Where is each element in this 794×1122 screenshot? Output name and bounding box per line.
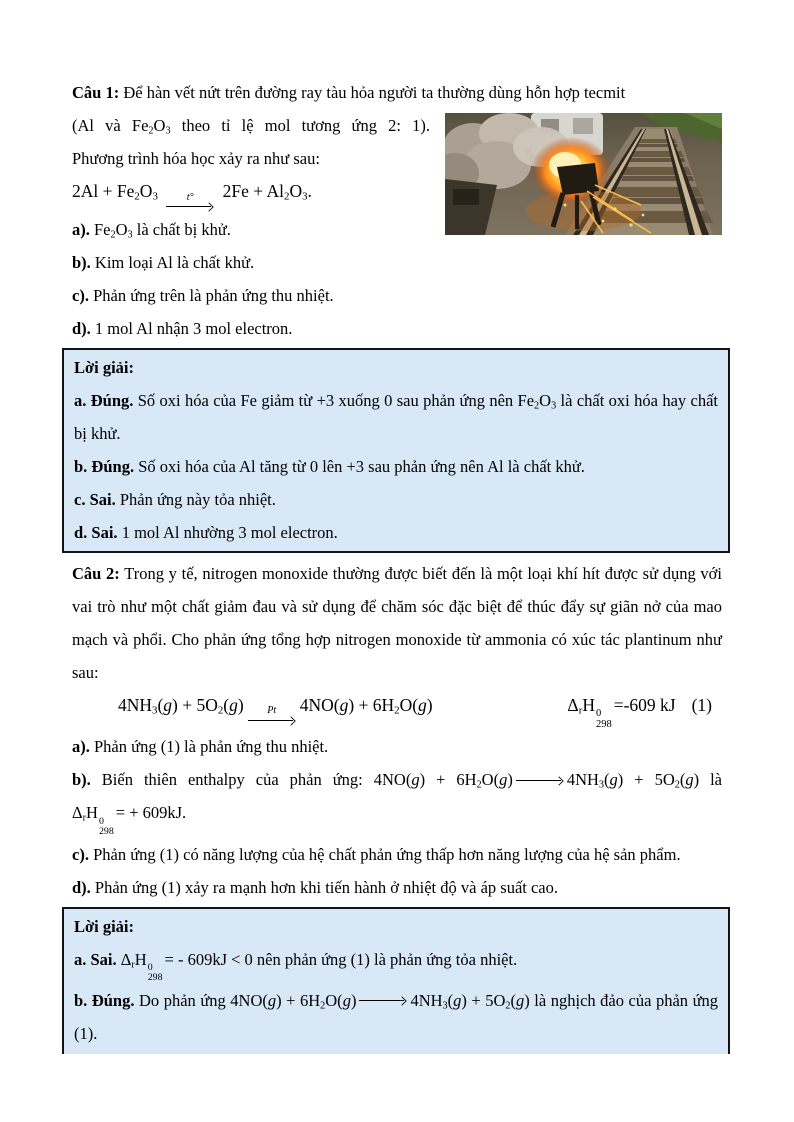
q2-enthalpy-value: $\Delta_rH$ 0 298 =-609 kJ — [567, 694, 676, 731]
q1-solution-box — [62, 348, 730, 553]
rail-welding-illustration — [445, 113, 722, 235]
question-1 — [72, 76, 722, 553]
q1-reaction-equation: $2Al + Fe_2O_3$ t° $2Fe + Al_2O_3$. — [72, 175, 722, 213]
q2-solution-title: Lời giải: — [74, 916, 135, 936]
q1-heading: Câu 1: Để hàn vết nứt trên đường ray tàu hỏa người ta thường dùng hỗn hợp tecmit — [72, 83, 626, 102]
q1-solution-d: d. Sai. 1 mol Al nhường 3 mol electron. — [74, 522, 338, 542]
q2-solution-box — [62, 907, 730, 1054]
q1-option-b: b). Kim loại Al là chất khử. — [72, 252, 255, 272]
q1-solution-b: b. Đúng. Số oxi hóa của Al tăng từ 0 lên +3 sau phản ứng nên Al là chất khử. — [74, 456, 585, 476]
question-2 — [72, 557, 722, 1054]
q2-option-b-line2: $\Delta_rH$ 0 298 = + 609kJ. — [72, 803, 187, 838]
thermite-rail-welding-photo — [445, 113, 722, 235]
q1-option-c: c). Phản ứng trên là phản ứng thu nhiệt. — [72, 285, 334, 305]
q2-reaction-equation: $4NH_3(g) + 5O_2(g)$ Pt $4NO(g) + 6H_2O(g)$ — [72, 689, 433, 727]
q1-solution-a: a. Đúng. Số oxi hóa của Fe giảm từ +3 xuống 0 sau phản ứng nên $Fe_2O_3$ là chất oxi hóa hay chất bị khử. — [74, 390, 718, 443]
q1-solution-title: Lời giải: — [74, 357, 135, 377]
q2-reaction-equation-row — [72, 689, 722, 731]
q1-body — [72, 109, 722, 345]
q1-lead-in: Phương trình hóa học xảy ra như sau: — [72, 149, 320, 168]
q2-intro: Câu 2: Trong y tế, nitrogen monoxide thường được biết đến là một loại khí hít được sử dụng với vai trò như một chất giảm đau và sử dụng để chăm sóc đặc biệt để thúc đẩy sự giãn nở của mao mạch và phổi. Cho phản ứng tổng hợp nitrogen monoxide từ ammonia có xúc tác plantinum như sau: — [72, 563, 722, 682]
q2-option-c: c). Phản ứng (1) có năng lượng của hệ chất phản ứng thấp hơn năng lượng của hệ sản phẩm. — [72, 844, 681, 864]
q1-option-d: d). 1 mol Al nhận 3 mol electron. — [72, 318, 293, 338]
q2-option-a: a). Phản ứng (1) là phản ứng thu nhiệt. — [72, 737, 329, 757]
q2-solution-a: a. Sai. $\Delta_rH$ 0 298 = - 609kJ < 0 nên phản ứng (1) là phản ứng tỏa nhiệt. — [74, 949, 518, 984]
q1-option-a: a). $Fe_2O_3$ là chất bị khử. — [72, 219, 231, 241]
q2-option-d: d). Phản ứng (1) xảy ra mạnh hơn khi tiến hành ở nhiệt độ và áp suất cao. — [72, 877, 558, 897]
q1-solution-c: c. Sai. Phản ứng này tỏa nhiệt. — [74, 489, 276, 509]
q2-solution-b: b. Đúng. Do phản ứng $4NO(g) + 6H_2O(g) 4NH_3(g) + 5O_2(g)$ là nghịch đảo của phản ứng (1). — [74, 990, 719, 1043]
q2-option-b-line1: b). Biến thiên enthalpy của phản ứng: $4NO(g) + 6H_2O(g) 4NH_3(g) + 5O_2(g)$ là — [72, 770, 723, 791]
q2-equation-number: (1) — [691, 694, 712, 715]
q1-ratio-line: (Al và $Fe_2O_3$ theo tỉ lệ mol tương ứng 2: 1). — [72, 116, 430, 137]
